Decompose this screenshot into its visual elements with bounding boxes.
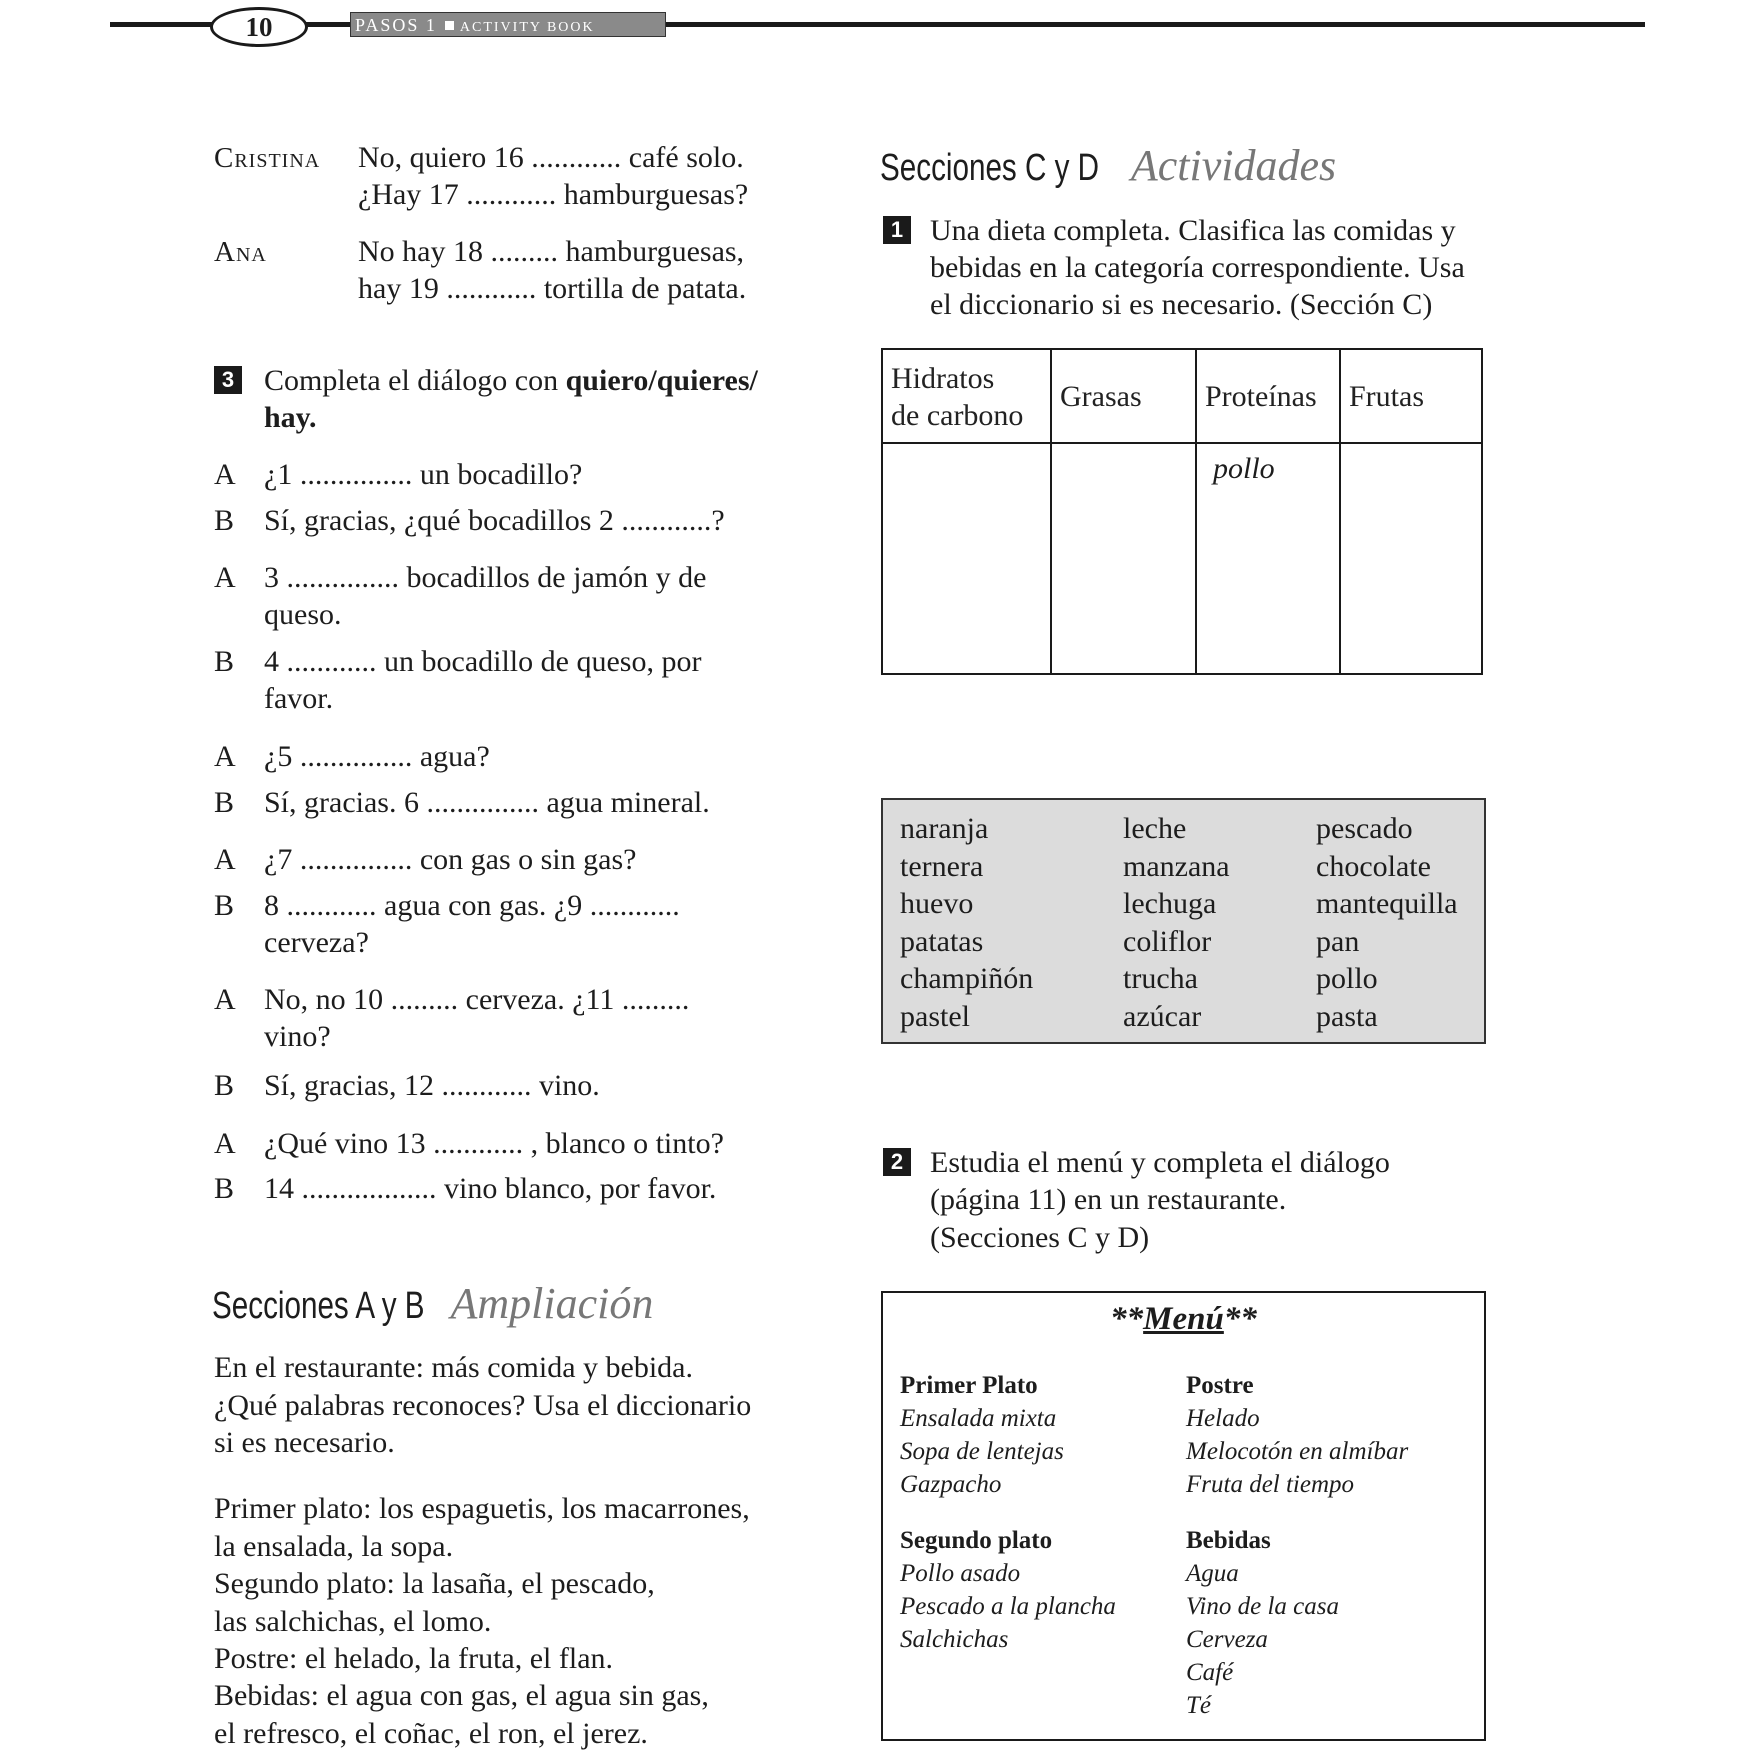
word-item: pollo xyxy=(1316,962,1378,995)
dialog-line-continued: cerveza? xyxy=(264,926,369,959)
menu-item: Ensalada mixta xyxy=(900,1405,1057,1432)
menu-column-left xyxy=(900,1369,1116,1656)
speaker-name: Cristina xyxy=(214,142,321,174)
table-header-fats: Grasas xyxy=(1060,380,1142,413)
word-item: coliflor xyxy=(1123,924,1212,958)
instruction-bold: hay. xyxy=(264,401,317,434)
menu-item: Fruta del tiempo xyxy=(1186,1471,1355,1498)
header-rule xyxy=(110,22,1645,27)
word-item: azúcar xyxy=(1123,999,1202,1033)
page-number: 10 xyxy=(210,7,308,47)
table-header-proteins: Proteínas xyxy=(1205,380,1317,413)
menu-item: Pescado a la plancha xyxy=(900,1593,1116,1620)
dialog-speaker: B xyxy=(214,1172,235,1205)
word-item: leche xyxy=(1123,812,1187,845)
menu-item: Gazpacho xyxy=(900,1471,1002,1498)
table-divider xyxy=(883,442,1481,444)
table-divider xyxy=(1050,350,1052,673)
food-list-line: Segundo plato: la lasaña, el pescado, xyxy=(214,1567,655,1600)
instruction-text: Completa el diálogo con xyxy=(264,364,566,397)
dialog-line: No, quiero 16 ............ café solo. xyxy=(358,141,744,174)
section-ab-intro: si es necesario. xyxy=(214,1426,395,1459)
exercise2-text: Estudia el menú y completa el diálogo xyxy=(930,1146,1390,1179)
word-item: manzana xyxy=(1123,849,1230,883)
food-list-line: Primer plato: los espaguetis, los macarrones, xyxy=(214,1492,750,1525)
example-answer: pollo xyxy=(1213,452,1275,485)
table-divider xyxy=(1339,350,1341,673)
exercise2-text: (página 11) en un restaurante. xyxy=(930,1183,1287,1216)
dialog-line: 14 .................. vino blanco, por favor. xyxy=(264,1172,717,1205)
exercise-number: 1 xyxy=(883,216,911,244)
dialog-line-continued: favor. xyxy=(264,682,334,715)
menu-item: Helado xyxy=(1186,1405,1260,1432)
classification-table xyxy=(881,348,1483,675)
menu-title-text: Menú xyxy=(1143,1301,1224,1337)
section-cd-heading xyxy=(880,140,1336,191)
heading-italic: Actividades xyxy=(1130,141,1337,190)
book-subtitle: ACTIVITY BOOK xyxy=(459,20,595,35)
food-list-line: las salchichas, el lomo. xyxy=(214,1605,492,1638)
exercise2-text: (Secciones C y D) xyxy=(930,1221,1150,1254)
table-header-fruits: Frutas xyxy=(1349,380,1424,413)
instruction-bold: quiero/quieres/ xyxy=(565,364,758,397)
word-bank xyxy=(881,798,1486,1044)
exercise1-text: el diccionario si es necesario. (Sección C) xyxy=(930,288,1433,321)
word-item: mantequilla xyxy=(1316,887,1458,920)
dialog-line: ¿Qué vino 13 ............ , blanco o tinto? xyxy=(264,1127,724,1160)
word-item: chocolate xyxy=(1316,849,1431,883)
dialog-line-continued: vino? xyxy=(264,1020,331,1053)
dialog-line: Sí, gracias. 6 ............... agua mineral. xyxy=(264,786,710,819)
dialog-speaker: A xyxy=(214,983,236,1016)
dialog-speaker: B xyxy=(214,1069,235,1102)
dialog-speaker: A xyxy=(214,1127,236,1160)
menu-item: Café xyxy=(1186,1659,1234,1686)
section-ab-intro: ¿Qué palabras reconoces? Usa el diccionario xyxy=(214,1389,752,1422)
dialog-line: hay 19 ............ tortilla de patata. xyxy=(358,272,747,305)
word-item: ternera xyxy=(900,849,984,883)
dialog-line: 4 ............ un bocadillo de queso, por xyxy=(264,645,702,678)
restaurant-menu xyxy=(881,1291,1486,1741)
word-item: trucha xyxy=(1123,962,1198,995)
word-column xyxy=(900,810,1033,1035)
word-item: pasta xyxy=(1316,999,1378,1033)
word-item: patatas xyxy=(900,924,984,958)
dialog-speaker: A xyxy=(214,740,236,773)
menu-item: Pollo asado xyxy=(900,1560,1021,1587)
menu-item: Vino de la casa xyxy=(1186,1593,1339,1620)
word-item: pescado xyxy=(1316,812,1413,845)
table-header-carbs: de carbono xyxy=(891,399,1024,432)
section-ab-intro: En el restaurante: más comida y bebida. xyxy=(214,1351,693,1384)
menu-column-right xyxy=(1186,1369,1408,1722)
word-column xyxy=(1123,810,1230,1035)
dialog-line: ¿1 ............... un bocadillo? xyxy=(264,458,583,491)
exercise-instruction xyxy=(264,362,758,399)
menu-section-heading: Primer Plato xyxy=(900,1372,1038,1399)
dialog-line: Sí, gracias, ¿qué bocadillos 2 ............? xyxy=(264,504,725,537)
dialog-line: ¿Hay 17 ............ hamburguesas? xyxy=(358,178,749,211)
menu-section-heading: Bebidas xyxy=(1186,1527,1271,1554)
dialog-speaker: A xyxy=(214,458,236,491)
table-header-carbs: Hidratos xyxy=(891,362,995,395)
dialog-speaker: B xyxy=(214,786,235,819)
square-bullet-icon xyxy=(445,21,454,30)
food-list-line: la ensalada, la sopa. xyxy=(214,1530,454,1563)
dialog-line: 3 ............... bocadillos de jamón y de xyxy=(264,561,707,594)
table-divider xyxy=(1195,350,1197,673)
dialog-line: ¿5 ............... agua? xyxy=(264,740,490,773)
section-ab-heading xyxy=(212,1278,653,1329)
book-title: PASOS 1 xyxy=(355,15,437,35)
menu-item: Salchichas xyxy=(900,1626,1009,1653)
exercise1-text: bebidas en la categoría correspondiente. Usa xyxy=(930,251,1465,284)
dialog-line: No hay 18 ......... hamburguesas, xyxy=(358,235,745,268)
word-item: lechuga xyxy=(1123,887,1217,920)
menu-title-stars: ** xyxy=(1110,1301,1144,1337)
menu-section-heading: Segundo plato xyxy=(900,1527,1053,1554)
heading-text: Secciones C y D xyxy=(880,147,1100,189)
exercise1-text: Una dieta completa. Clasifica las comidas y xyxy=(930,214,1456,247)
menu-item: Melocotón en almíbar xyxy=(1186,1438,1409,1465)
heading-italic: Ampliación xyxy=(450,1279,654,1328)
exercise-number: 2 xyxy=(883,1148,911,1176)
speaker-name: Ana xyxy=(214,236,267,268)
dialog-line: 8 ............ agua con gas. ¿9 ............ xyxy=(264,889,680,922)
dialog-speaker: A xyxy=(214,843,236,876)
menu-item: Sopa de lentejas xyxy=(900,1438,1064,1465)
word-item: naranja xyxy=(900,812,989,845)
heading-text: Secciones A y B xyxy=(212,1285,425,1327)
menu-item: Cerveza xyxy=(1186,1626,1268,1653)
word-item: champiñón xyxy=(900,962,1034,995)
food-list-line: el refresco, el coñac, el ron, el jerez. xyxy=(214,1717,648,1750)
menu-item: Té xyxy=(1186,1692,1211,1719)
word-item: pan xyxy=(1316,924,1360,958)
dialog-line: ¿7 ............... con gas o sin gas? xyxy=(264,843,637,876)
menu-title-stars: ** xyxy=(1223,1301,1257,1337)
food-list-line: Bebidas: el agua con gas, el agua sin gas, xyxy=(214,1679,709,1712)
word-item: pastel xyxy=(900,999,970,1033)
exercise-number: 3 xyxy=(214,366,242,394)
dialog-line-continued: queso. xyxy=(264,598,342,631)
word-item: huevo xyxy=(900,887,974,920)
dialog-line: No, no 10 ......... cerveza. ¿11 ......... xyxy=(264,983,690,1016)
dialog-line: Sí, gracias, 12 ............ vino. xyxy=(264,1069,600,1102)
food-list-line: Postre: el helado, la fruta, el flan. xyxy=(214,1642,614,1675)
dialog-speaker: B xyxy=(214,645,235,678)
word-column xyxy=(1316,810,1458,1035)
dialog-speaker: B xyxy=(214,504,235,537)
dialog-speaker: B xyxy=(214,889,235,922)
menu-title xyxy=(883,1301,1484,1338)
menu-item: Agua xyxy=(1186,1560,1239,1587)
dialog-speaker: A xyxy=(214,561,236,594)
book-title-bar xyxy=(350,12,666,37)
menu-section-heading: Postre xyxy=(1186,1372,1254,1399)
